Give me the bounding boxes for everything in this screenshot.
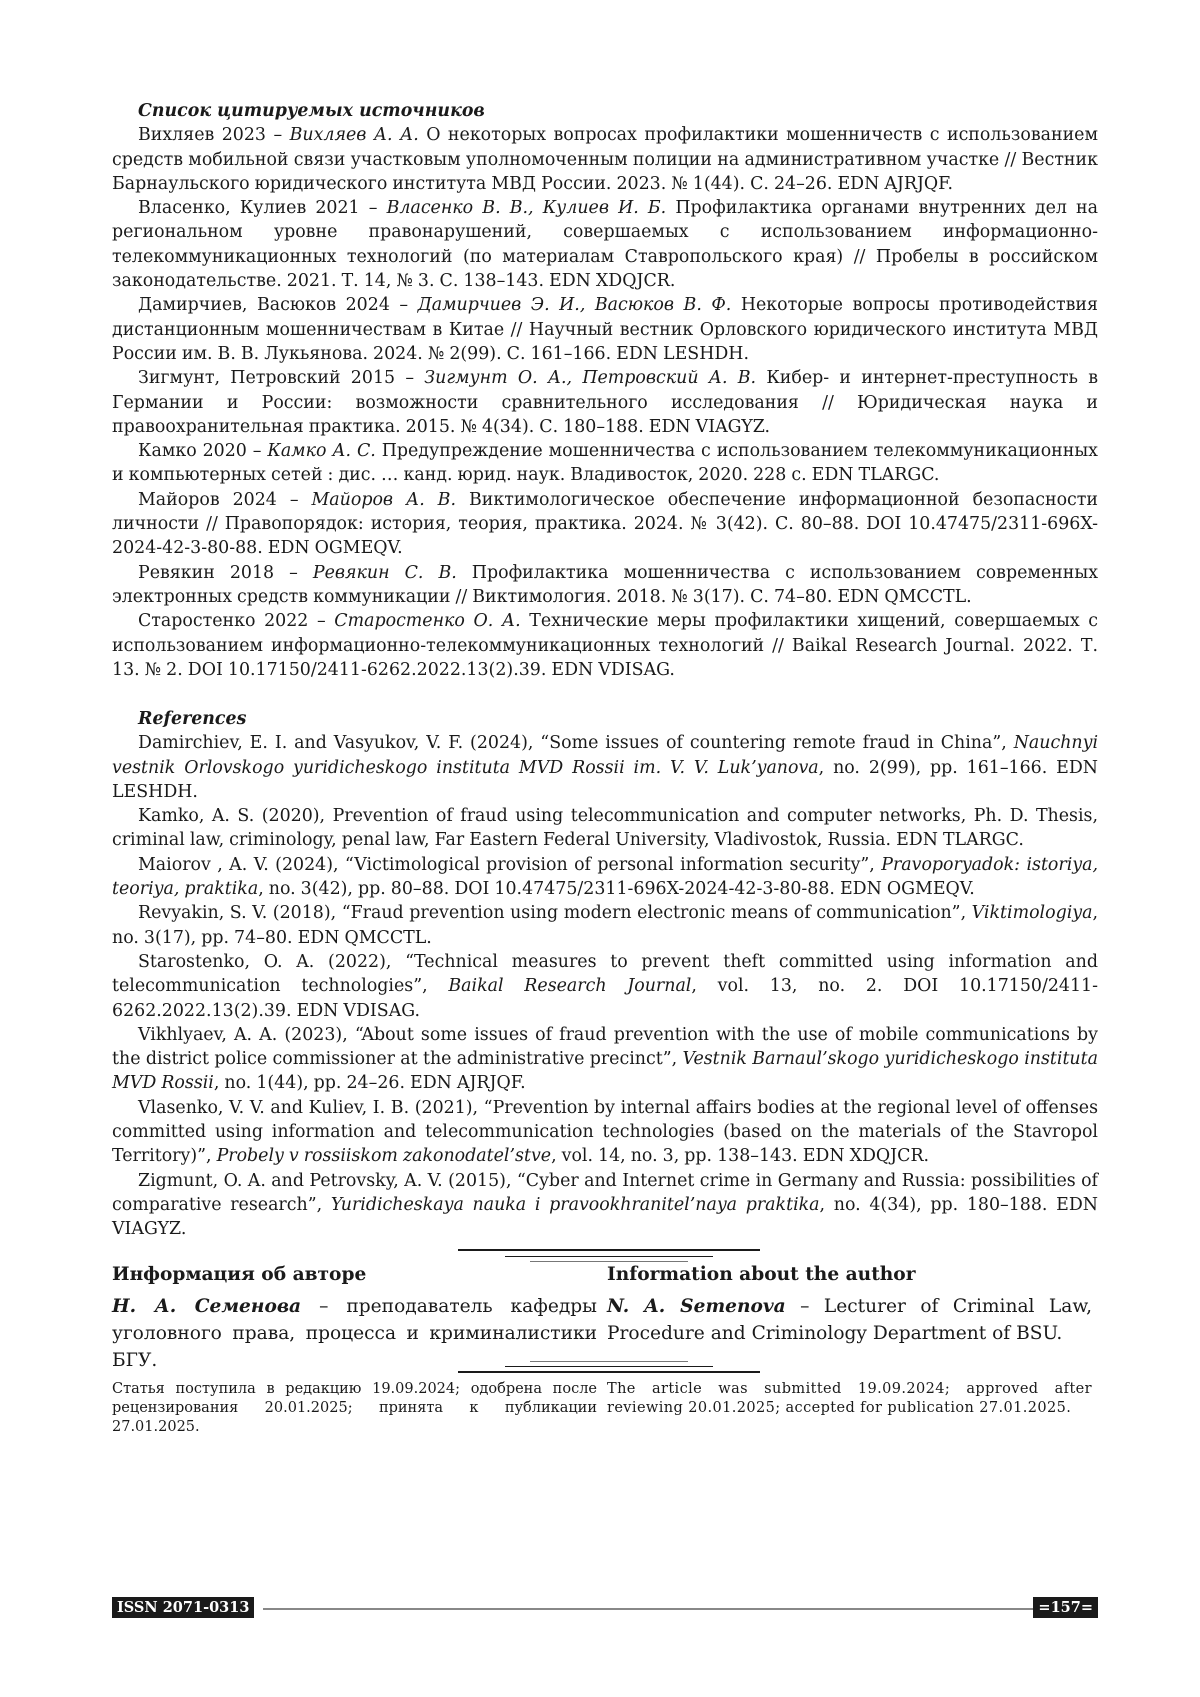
reference-details: Кибер- и интернет-преступность в Германии и России: возможности сравнительного исследования // Юридическая наука и правоохранительная практика. 2015. № 4(34). С. 180–188. EDN VIAGYZ. — [112, 368, 1098, 437]
reference-entry-en — [112, 1169, 1098, 1242]
reference-citation: Starostenko, O. A. (2022), “Technical measures to prevent theft committed using information and telecommunication technologies”, — [112, 951, 1098, 997]
author-description-en — [607, 1293, 1092, 1347]
reference-authors: Старостенко О. А. — [334, 611, 521, 632]
author-info-heading-ru: Информация об авторе — [112, 1264, 367, 1285]
reference-key: Вихляев 2023 – — [138, 125, 290, 146]
author-name-en: N. A. Semenova — [607, 1296, 786, 1317]
reference-entry-en — [112, 901, 1098, 950]
reference-key: Дамирчиев, Васюков 2024 – — [138, 295, 418, 316]
reference-authors: Дамирчиев Э. И., Васюков В. Ф. — [417, 295, 732, 316]
reference-key: Ревякин 2018 – — [138, 562, 313, 583]
author-name-ru: Н. А. Семенова — [112, 1296, 302, 1317]
author-position-ru: – преподаватель кафедры уголовного права, процесса и криминалистики БГУ. — [112, 1296, 597, 1371]
reference-journal: Yuridicheskaya nauka i pravookhranitel’naya praktika — [330, 1194, 820, 1215]
russian-references-heading: Список цитируемых источников — [138, 101, 485, 121]
reference-entry-en — [112, 804, 1098, 853]
reference-journal: Baikal Research Journal — [448, 976, 692, 997]
reference-citation: Vikhlyaev, A. A. (2023), “About some issues of fraud prevention with the use of mobile communications by the district police commissioner at the administrative precinct”, — [112, 1024, 1098, 1070]
reference-journal: Vestnik Barnaul’skogo yuridicheskogo instituta MVD Rossii — [112, 1049, 1098, 1094]
reference-details: Некоторые вопросы противодействия дистанционным мошенничествам в Китае // Научный вестник Орловского юридического института МВД России им. В. В. Лукьянова. 2024. № 2(99). С. 161–166. EDN LESHDH. — [112, 295, 1098, 364]
reference-entry-en — [112, 853, 1098, 902]
author-info-heading-en: Information about the author — [607, 1264, 916, 1285]
reference-entry-en — [112, 731, 1098, 804]
reference-journal: Pravoporyadok: istoriya, teoriya, praktika — [112, 854, 1098, 900]
reference-authors: Ревякин С. В. — [312, 562, 457, 583]
article-dates-en: The article was submitted 19.09.2024; approved after reviewing 20.01.2025; accepted for publication 27.01.2025. — [607, 1381, 1092, 1416]
issn-badge: ISSN 2071-0313 — [112, 1597, 254, 1618]
reference-entry-ru — [112, 439, 1098, 488]
reference-details: Профилактика мошенничества с использованием современных электронных средств коммуникации // Виктимология. 2018. № 3(17). С. 74–80. EDN QMCCTL. — [112, 562, 1099, 607]
reference-key: Зигмунт, Петровский 2015 – — [138, 368, 425, 389]
author-info-russian — [112, 1262, 597, 1374]
reference-authors: Камко А. С. — [267, 441, 376, 462]
reference-entry-ru — [112, 366, 1098, 439]
reference-journal: Nauchnyi vestnik Orlovskogo yuridicheskogo instituta MVD Rossii im. V. V. Luk’yanova — [112, 733, 1098, 778]
page-number: =157= — [1033, 1597, 1098, 1618]
reference-details: , no. 3(17), pp. 74–80. EDN QMCCTL. — [112, 903, 1098, 948]
bottom-divider-thin-rule — [505, 1366, 713, 1367]
reference-key: Майоров 2024 – — [138, 489, 312, 510]
reference-journal: Viktimologiya — [971, 903, 1093, 924]
reference-authors: Вихляев А. А. — [289, 125, 419, 146]
reference-entry-ru — [112, 196, 1098, 293]
reference-entry-ru — [112, 488, 1098, 561]
reference-details: , no. 1(44), pp. 24–26. EDN AJRJQF. — [213, 1073, 526, 1094]
article-dates-ru: Статья поступила в редакцию 19.09.2024; одобрена после рецензирования 20.01.2025; принята к публикации 27.01.2025. — [112, 1381, 597, 1435]
reference-details: , no. 3(42), pp. 80–88. DOI 10.47475/2311-696X-2024-42-3-80-88. EDN OGMEQV. — [258, 879, 975, 900]
reference-details: Виктимологическое обеспечение информационной безопасности личности // Правопорядок: история, теория, практика. 2024. № 3(42). С. 80–88. DOI 10.47475/2311-696X-2024-42-3-80-88. EDN OGMEQV. — [112, 489, 1099, 559]
bottom-divider-short-rule — [530, 1361, 688, 1362]
reference-entry-en — [112, 1096, 1098, 1169]
reference-details: , no. 4(34), pp. 180–188. EDN VIAGYZ. — [112, 1194, 1099, 1240]
reference-citation: Revyakin, S. V. (2018), “Fraud prevention using modern electronic means of communication”, — [138, 903, 972, 924]
reference-details: Профилактика органами внутренних дел на региональном уровне правонарушений, совершаемых с использованием информационно-телекоммуникационных технологий (по материалам Ставропольского края) // Пробелы в российском законодательстве. 2021. Т. 14, № 3. С. 138–143. EDN XDQJCR. — [112, 198, 1098, 292]
reference-entry-en — [112, 1023, 1098, 1096]
english-reference-list — [112, 707, 1098, 1242]
reference-details: , no. 2(99), pp. 161–166. EDN LESHDH. — [112, 757, 1098, 802]
footer-rule — [263, 1608, 1040, 1610]
reference-authors: Майоров А. В. — [311, 489, 456, 510]
russian-reference-list — [112, 99, 1098, 682]
reference-authors: Зигмунт О. А., Петровский А. В. — [424, 368, 757, 389]
reference-citation: Kamko, A. S. (2020), Prevention of fraud using telecommunication and computer networks, Ph. D. Thesis, criminal law, criminology, penal law, Far Eastern Federal University, Vladivostok, Russia. EDN TLARGC. — [112, 806, 1098, 851]
reference-entry-ru — [112, 123, 1098, 196]
reference-citation: Zigmunt, O. A. and Petrovsky, A. V. (2015), “Cyber and Internet crime in Germany and Russia: possibilities of comparative research”, — [112, 1170, 1098, 1215]
reference-citation: Maiorov , A. V. (2024), “Victimological provision of personal information security”, — [138, 854, 882, 875]
reference-entry-ru — [112, 609, 1098, 682]
english-references-heading: References — [138, 709, 247, 729]
reference-key: Старостенко 2022 – — [138, 611, 335, 632]
author-description-ru — [112, 1293, 597, 1374]
reference-citation: Damirchiev, E. I. and Vasyukov, V. F. (2024), “Some issues of countering remote fraud in China”, — [138, 733, 1014, 754]
reference-entry-ru — [112, 561, 1098, 610]
reference-journal: Probely v rossiiskom zakonodatel’stve — [216, 1146, 552, 1167]
reference-key: Власенко, Кулиев 2021 – — [138, 198, 387, 219]
author-info-english — [607, 1262, 1092, 1347]
reference-details: , vol. 13, no. 2. DOI 10.17150/2411-6262.2022.13(2).39. EDN VDISAG. — [112, 976, 1098, 1021]
english-reference-entries — [112, 731, 1098, 1241]
top-divider-rule — [458, 1249, 760, 1251]
reference-details: Технические меры профилактики хищений, совершаемых с использованием информационно-телекоммуникационных технологий // Baikal Research Journal. 2022. Т. 13. № 2. DOI 10.17150/2411-6262.2022.13(2).39. EDN VDISAG. — [112, 611, 1098, 680]
bottom-divider-rule — [458, 1371, 760, 1373]
top-divider-thin-rule — [505, 1256, 713, 1257]
reference-details: Предупреждение мошенничества с использованием телекоммуникационных и компьютерных сетей : дис. … канд. юрид. наук. Владивосток, 2020. 228 с. EDN TLARGC. — [112, 441, 1098, 486]
reference-details: , vol. 14, no. 3, pp. 138–143. EDN XDQJCR. — [551, 1146, 930, 1167]
author-position-en: – Lecturer of Criminal Law, Procedure and Criminology Department of BSU. — [607, 1296, 1092, 1344]
russian-reference-entries — [112, 123, 1098, 682]
reference-entry-en — [112, 950, 1098, 1023]
reference-citation: Vlasenko, V. V. and Kuliev, I. B. (2021), “Prevention by internal affairs bodies at the regional level of offenses committed using information and telecommunication technologies (based on the materials of the Stavropol Territory)”, — [112, 1097, 1098, 1167]
reference-entry-ru — [112, 293, 1098, 366]
reference-key: Камко 2020 – — [138, 441, 268, 462]
reference-authors: Власенко В. В., Кулиев И. Б. — [386, 198, 667, 219]
reference-details: О некоторых вопросах профилактики мошенничеств с использованием средств мобильной связи участковым уполномоченным полиции на административном участке // Вестник Барнаульского юридического института МВД России. 2023. № 1(44). С. 24–26. EDN AJRJQF. — [112, 125, 1098, 194]
